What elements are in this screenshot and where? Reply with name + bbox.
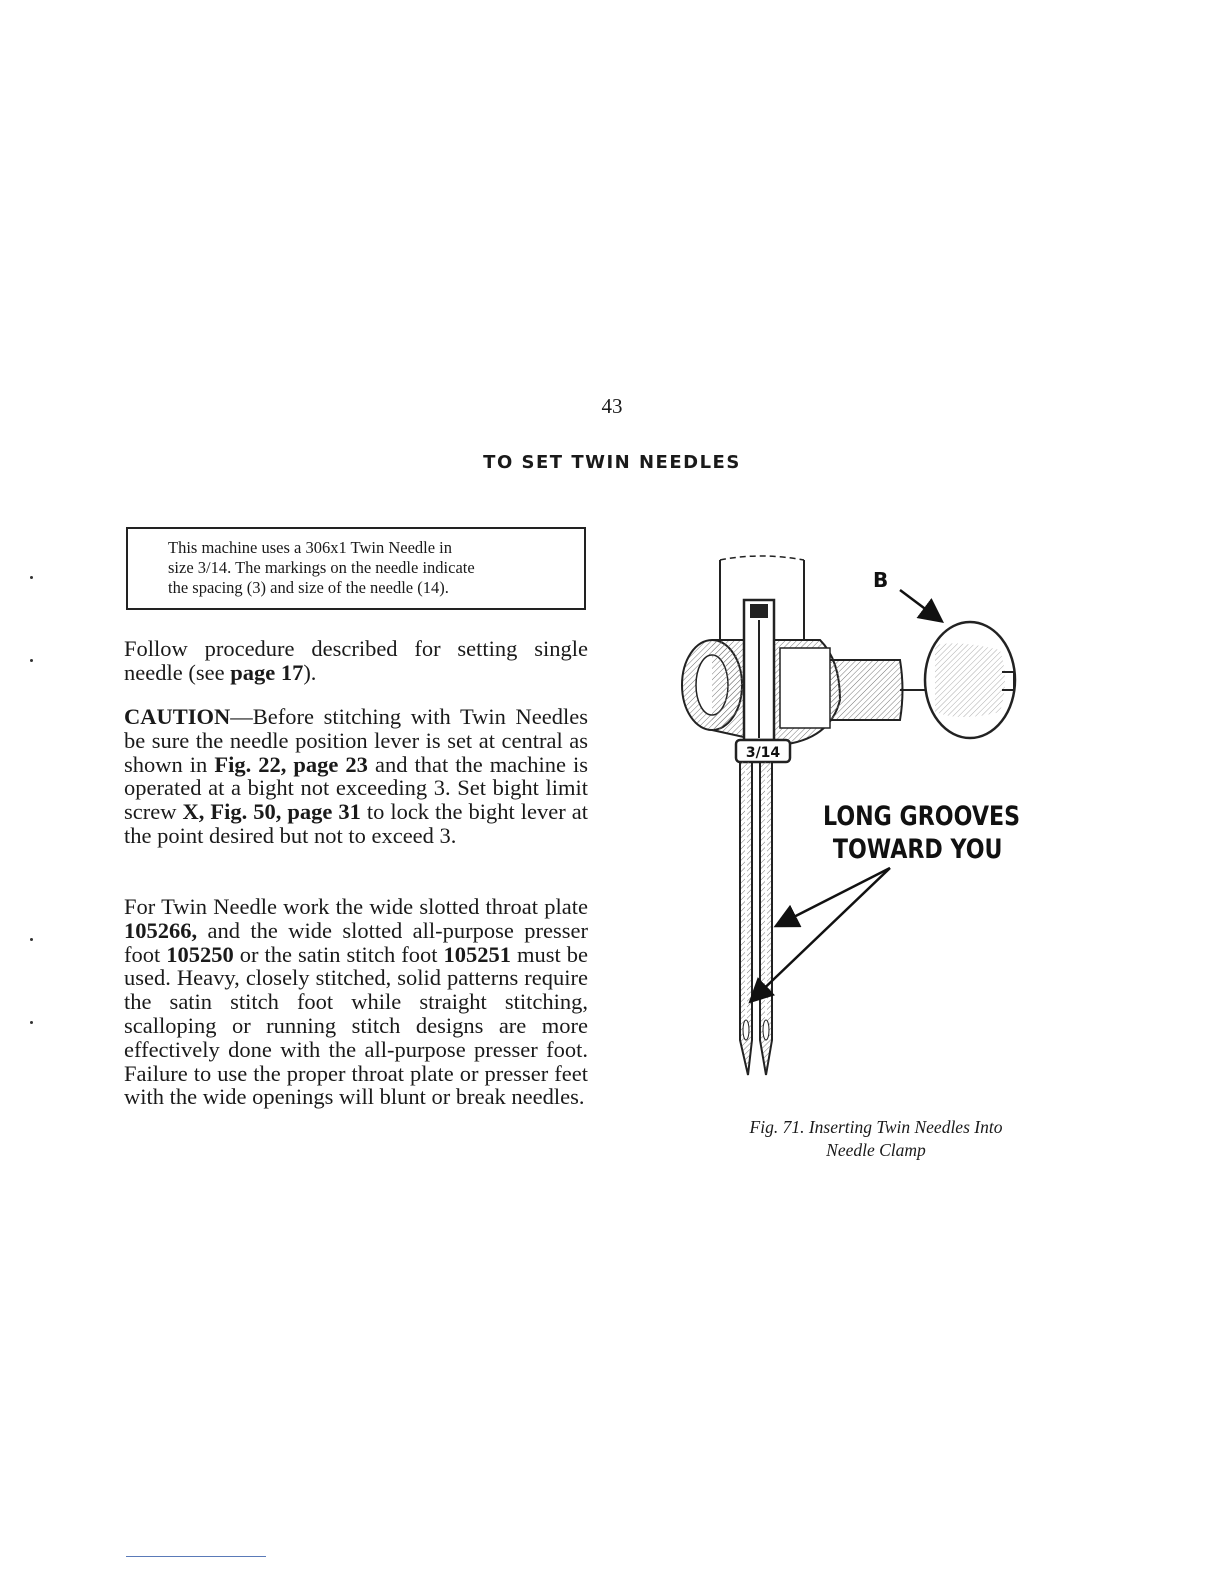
needle-marking: 3/14 xyxy=(745,745,781,761)
grooves-line: LONG GROOVES xyxy=(823,801,1021,832)
margin-mark xyxy=(30,1021,33,1024)
margin-mark xyxy=(30,659,33,662)
grooves-label xyxy=(823,800,1020,866)
caption-line: Needle Clamp xyxy=(826,1140,926,1160)
needle-clamp xyxy=(682,640,930,745)
label-b: B xyxy=(873,568,889,592)
needle-marking-band xyxy=(736,740,790,762)
note-box xyxy=(126,527,586,610)
text-run: and that the machine is operated at a bight not exceeding 3. Set bight limit screw xyxy=(124,751,589,825)
figure-reference: Fig. 22, page 23 xyxy=(214,751,368,777)
text-run: Follow procedure described for setting single needle (see xyxy=(124,636,588,685)
caption-line: Fig. 71. Inserting Twin Needles Into xyxy=(749,1117,1003,1137)
text-run: ). xyxy=(303,659,317,685)
needle-shank xyxy=(744,600,774,740)
text-run: or the satin stitch foot xyxy=(233,941,444,967)
thumb-screw xyxy=(925,622,1015,738)
text-run: For Twin Needle work the wide slotted throat plate xyxy=(124,894,588,919)
text-run: to lock the bight lever at the point desired but not to exceed 3. xyxy=(124,799,588,848)
page-number: 43 xyxy=(601,394,623,418)
text-run: and the wide slotted all-purpose presser foot xyxy=(124,917,588,967)
paragraph-caution xyxy=(124,705,588,848)
caution-label: CAUTION xyxy=(124,704,231,729)
paragraph-twin-needle-work xyxy=(124,895,588,1109)
note-line: size 3/14. The markings on the needle indicate xyxy=(168,558,475,577)
text-run: must be used. Heavy, closely stitched, solid patterns require the satin stitch foot while straight stitching, scalloping or running stitch designs are more effectively done with the all-purpose presser foot. Failure to use the proper throat plate or presser feet with the wide openings will blunt or break needles. xyxy=(124,941,589,1110)
paragraph-procedure xyxy=(124,637,588,685)
page-reference: page 17 xyxy=(230,659,304,685)
text-run: —Before stitching with Twin Needles be sure the needle position lever is set at central as shown in xyxy=(124,704,588,777)
figure-caption xyxy=(720,1116,1032,1162)
part-number: 105266, xyxy=(124,917,198,943)
part-number: 105250 xyxy=(166,941,234,967)
footer-rule xyxy=(126,1556,266,1557)
section-title: TO SET TWIN NEEDLES xyxy=(483,452,741,473)
note-line: This machine uses a 306x1 Twin Needle in xyxy=(168,538,453,557)
figure-reference: X, Fig. 50, page 31 xyxy=(182,799,361,825)
margin-mark xyxy=(30,576,33,579)
margin-mark xyxy=(30,938,33,941)
twin-needles xyxy=(740,762,772,1075)
grooves-line: TOWARD YOU xyxy=(832,834,1003,865)
part-number: 105251 xyxy=(443,941,511,967)
note-line: the spacing (3) and size of the needle (14). xyxy=(168,578,449,597)
